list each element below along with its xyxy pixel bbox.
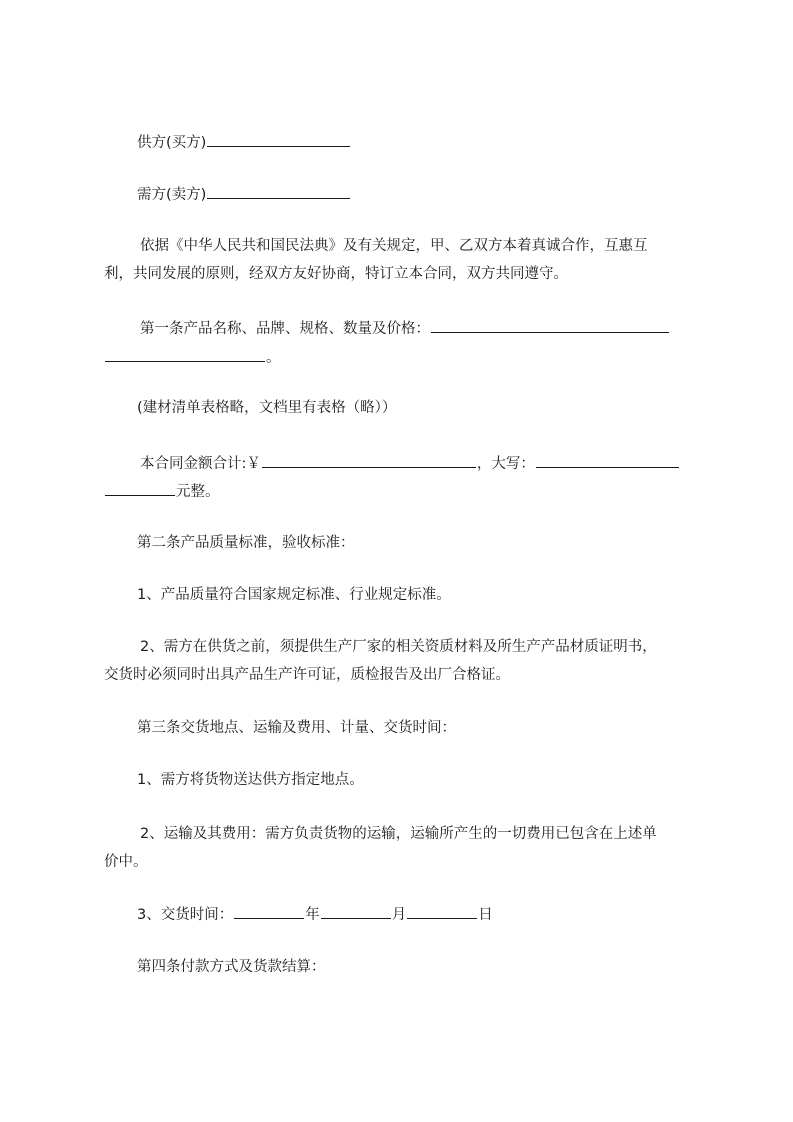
day-label: 日 [478,907,493,923]
intro-line-2: 利，共同发展的原则，经双方友好协商，特订立本合同，双方共同遵守。 [104,266,568,282]
total-amount-blank[interactable] [262,452,476,468]
article3-item2-line1: 2、运输及其费用：需方负责货物的运输，运输所产生的一切费用已包含在上述单 [140,826,657,842]
year-label: 年 [305,907,320,923]
delivery-time-line [137,903,493,925]
month-label: 月 [391,907,407,923]
article1-label: 第一条产品名称、品牌、规格、数量及价格： [140,321,430,337]
article2-item2-line1: 2、需方在供货之前，须提供生产厂家的相关资质材料及所生产产品材质证明书， [140,639,657,655]
article1-end: 。 [266,350,281,366]
delivery-time-label: 3、交货时间： [137,907,234,923]
buyer-label: 需方(卖方) [137,187,207,203]
total-line-2 [104,480,220,502]
buyer-line [137,183,351,205]
day-blank[interactable] [407,903,477,919]
month-blank[interactable] [321,903,391,919]
article2-title: 第二条产品质量标准，验收标准： [137,535,355,551]
product-info-blank[interactable] [431,317,669,333]
supplier-line [137,131,351,153]
article3-title: 第三条交货地点、运输及费用、计量、交货时间： [137,720,456,736]
capital-label: ，大写： [476,456,535,472]
article4-title: 第四条付款方式及货款结算： [137,959,326,975]
yuan-label: 元整。 [176,484,220,500]
capital-amount-blank[interactable] [536,452,679,468]
article2-item1: 1、产品质量符合国家规定标准、行业规定标准。 [137,587,451,603]
table-note: (建材清单表格略，文档里有表格（略）） [137,400,397,416]
supplier-label: 供方(买方) [137,135,207,151]
capital-amount-blank-cont[interactable] [105,480,175,496]
year-blank[interactable] [234,903,304,919]
article2-item2-line2: 交货时必须同时出具产品生产许可证，质检报告及出厂合格证。 [104,667,510,683]
article1-line-1 [140,317,670,339]
article3-item2-line2: 价中。 [104,854,148,870]
product-info-blank-cont[interactable] [105,346,265,362]
article3-item1: 1、需方将货物送达供方指定地点。 [137,772,364,788]
total-line-1 [140,452,680,474]
intro-line-1: 依据《中华人民共和国民法典》及有关规定，甲、乙双方本着真诚合作，互惠互 [140,238,648,254]
buyer-blank[interactable] [207,183,350,199]
supplier-blank[interactable] [207,131,350,147]
article1-line-2 [104,346,281,368]
total-label: 本合同金额合计:￥ [140,456,261,472]
